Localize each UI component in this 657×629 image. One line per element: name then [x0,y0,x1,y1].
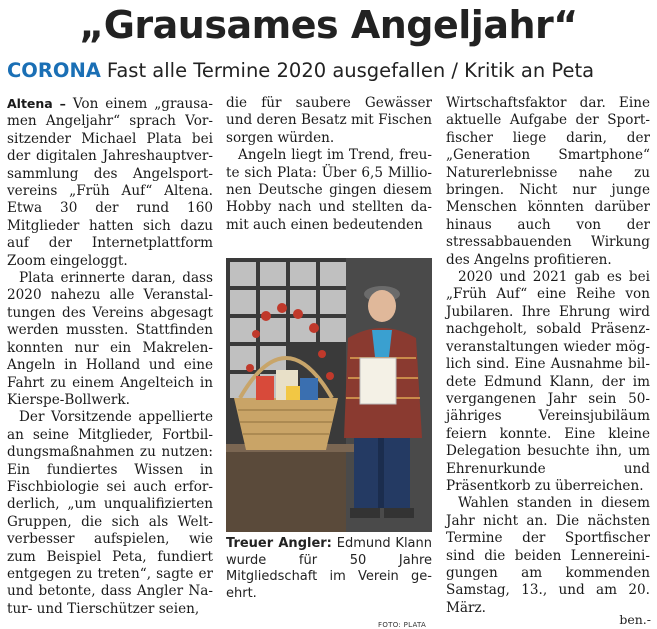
paragraph: 2020 und 2021 gab es bei „Früh Auf“ eine Reihe von Jubilaren. Ihre Ehrung wird nachgeholt, sobald Präsenzveranstaltungen wieder möglich sind. Eine Ausnahme bildete Edmund Klann, der im vergangenen Jahr sein 50-jähriges Vereinsjubiläum feiern konnte. Eine kleine Delegation besuchte ihn, um Ehrenurkunde und Präsentkorb zu überreichen. [446,269,650,494]
article-subheadline [7,57,657,85]
article-headline: „Grausames Angeljahr“ [79,3,578,47]
dateline: Altena – [7,96,66,111]
paragraph: Wirtschaftsfaktor dar. Eine aktuelle Aufgabe der Sportfischer liege darin, der „Generation Smartphone“ Naturerlebnisse nahe zu bringen. Nicht nur junge Menschen könnten darüber hinaus auch von der stressabbauenden Wirkung des Angelns profitieren. [446,95,650,268]
paragraph: die für saubere Gewässer und deren Besatz mit Fischen sorgen würden. [226,95,432,146]
author-signature: ben.- [619,612,651,627]
article-photo [226,258,432,532]
photo-angler-with-basket [226,258,432,532]
paragraph-text: Von einem „grausamen Angeljahr“ sprach Vorsitzender Michael Plata bei der digitalen Jahreshauptversammlung des Angelsportvereins „Früh Auf“ Altena. Etwa 30 der rund 160 Mitglieder hatten sich dazu auf der Internetplattform Zoom eingeloggt. [7,96,213,269]
caption-text: Edmund Klann wurde für 50 Jahre Mitgliedschaft im Verein geehrt. [226,536,433,601]
paragraph: Wahlen standen in diesem Jahr nicht an. Die nächsten Termine der Sportfischer sind die beiden Lennereinigungen am kommenden Samstag, 13., und am 20. März. [446,495,650,616]
topic-kicker: CORONA [7,59,101,82]
paragraph: Angeln liegt im Trend, freute sich Plata: Über 6,5 Millionen Deutsche gingen diesem Hobby nach und stellten damit auch einen bedeutenden [226,147,432,233]
text-column-3 [446,95,650,617]
text-column-1 [7,95,213,618]
subheadline-text: Fast alle Termine 2020 ausgefallen / Kritik an Peta [106,59,595,82]
paragraph: Der Vorsitzende appellierte an seine Mitglieder, Fortbildungsmaßnahmen zu nutzen: Ein fundiertes Wissen in Fischbiologie sei auch erforderlich, „um unqualifizierten Gruppen, die sich als Weltverbesser aufspielen, wie zum Beispiel Peta, fundiert entgegen zu treten“, sagte er und betonte, dass Angler Natur- und Tierschützer seien, [7,409,213,617]
photo-caption [226,536,432,602]
paragraph: Plata erinnerte daran, dass 2020 nahezu alle Veranstaltungen des Vereins abgesagt werden mussten. Stattfinden konnten nur ein Makrelen-Angeln in Holland und eine Fahrt zu einem Angelteich in Kierspe-Bollwerk. [7,270,213,408]
caption-lead: Treuer Angler: [226,536,332,551]
photo-credit: FOTO: PLATA [378,621,427,629]
paragraph [7,95,213,270]
text-column-2 [226,95,432,234]
